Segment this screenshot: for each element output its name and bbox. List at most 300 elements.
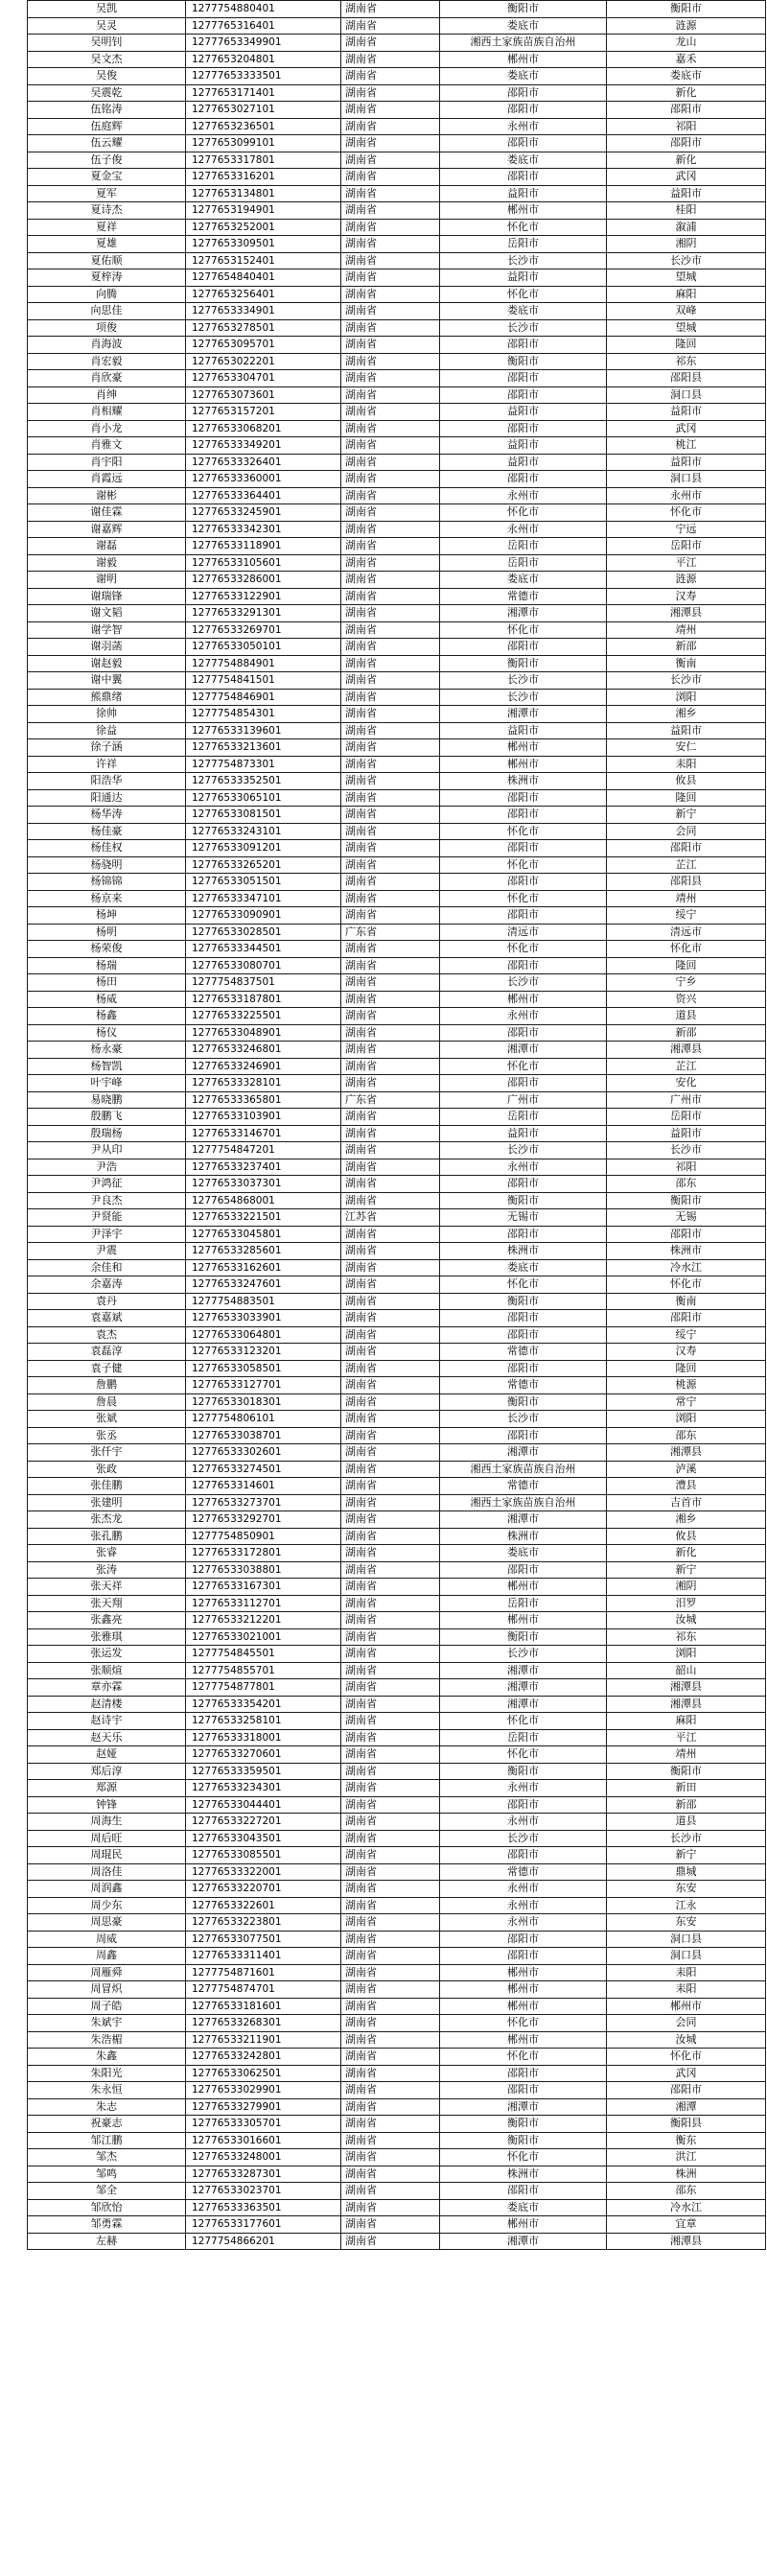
province-cell[interactable]: 湖南省 (341, 286, 440, 303)
city-cell[interactable]: 怀化市 (440, 1276, 607, 1294)
phone-cell[interactable]: 12776533247601 (186, 1276, 341, 1294)
city-cell[interactable]: 邵阳市 (440, 135, 607, 152)
city-cell[interactable]: 湘潭市 (440, 706, 607, 723)
province-cell[interactable]: 湖南省 (341, 68, 440, 85)
province-cell[interactable]: 湖南省 (341, 2132, 440, 2149)
county-cell[interactable]: 新宁 (607, 1561, 766, 1579)
city-cell[interactable]: 怀化市 (440, 219, 607, 236)
phone-cell[interactable]: 1277754855701 (186, 1662, 341, 1679)
county-cell[interactable]: 长沙市 (607, 252, 766, 269)
province-cell[interactable]: 湖南省 (341, 1662, 440, 1679)
name-cell[interactable]: 邹勇霖 (28, 2216, 186, 2234)
province-cell[interactable]: 湖南省 (341, 504, 440, 522)
city-cell[interactable]: 长沙市 (440, 1411, 607, 1428)
city-cell[interactable]: 怀化市 (440, 1746, 607, 1764)
city-cell[interactable]: 湘潭市 (440, 1444, 607, 1462)
province-cell[interactable]: 湖南省 (341, 1058, 440, 1075)
county-cell[interactable]: 无锡 (607, 1209, 766, 1227)
county-cell[interactable]: 耒阳 (607, 1964, 766, 1981)
province-cell[interactable]: 湖南省 (341, 689, 440, 706)
county-cell[interactable]: 武冈 (607, 2065, 766, 2082)
province-cell[interactable]: 湖南省 (341, 722, 440, 739)
county-cell[interactable]: 娄底市 (607, 68, 766, 85)
province-cell[interactable]: 湖南省 (341, 621, 440, 639)
phone-cell[interactable]: 12776533167301 (186, 1579, 341, 1596)
province-cell[interactable]: 湖南省 (341, 2149, 440, 2166)
phone-cell[interactable]: 12776533258101 (186, 1713, 341, 1730)
province-cell[interactable]: 湖南省 (341, 521, 440, 538)
province-cell[interactable]: 湖南省 (341, 1713, 440, 1730)
province-cell[interactable]: 湖南省 (341, 941, 440, 958)
county-cell[interactable]: 湘潭县 (607, 605, 766, 622)
phone-cell[interactable]: 12776533048901 (186, 1024, 341, 1042)
city-cell[interactable]: 邵阳市 (440, 1948, 607, 1965)
province-cell[interactable]: 湖南省 (341, 437, 440, 455)
province-cell[interactable]: 湖南省 (341, 739, 440, 757)
county-cell[interactable]: 衡阳市 (607, 1763, 766, 1780)
province-cell[interactable]: 湖南省 (341, 1075, 440, 1092)
name-cell[interactable]: 张顺煊 (28, 1662, 186, 1679)
county-cell[interactable]: 吉首市 (607, 1494, 766, 1511)
county-cell[interactable]: 邵阳市 (607, 1310, 766, 1327)
city-cell[interactable]: 邵阳市 (440, 1847, 607, 1864)
name-cell[interactable]: 向思佳 (28, 303, 186, 320)
province-cell[interactable]: 湖南省 (341, 252, 440, 269)
name-cell[interactable]: 尹震 (28, 1243, 186, 1260)
county-cell[interactable]: 绥宁 (607, 907, 766, 925)
city-cell[interactable]: 娄底市 (440, 152, 607, 169)
city-cell[interactable]: 湘潭市 (440, 1042, 607, 1059)
phone-cell[interactable]: 12776533172801 (186, 1545, 341, 1562)
phone-cell[interactable]: 12776533016601 (186, 2132, 341, 2149)
name-cell[interactable]: 阳浩华 (28, 773, 186, 790)
name-cell[interactable]: 朱鑫 (28, 2049, 186, 2066)
name-cell[interactable]: 余佳和 (28, 1259, 186, 1276)
city-cell[interactable]: 无锡市 (440, 1209, 607, 1227)
name-cell[interactable]: 周琨民 (28, 1847, 186, 1864)
name-cell[interactable]: 熊鼎绪 (28, 689, 186, 706)
county-cell[interactable]: 邵阳市 (607, 102, 766, 119)
name-cell[interactable]: 朱浩楣 (28, 2031, 186, 2049)
county-cell[interactable]: 汉寿 (607, 588, 766, 605)
phone-cell[interactable]: 12776533359501 (186, 1763, 341, 1780)
name-cell[interactable]: 谢彬 (28, 487, 186, 504)
county-cell[interactable]: 龙山 (607, 35, 766, 52)
phone-cell[interactable]: 12776533243101 (186, 823, 341, 840)
city-cell[interactable]: 株洲市 (440, 1528, 607, 1545)
province-cell[interactable]: 湖南省 (341, 1881, 440, 1898)
province-cell[interactable]: 湖南省 (341, 1125, 440, 1142)
city-cell[interactable]: 衡阳市 (440, 1293, 607, 1310)
county-cell[interactable]: 新化 (607, 84, 766, 102)
province-cell[interactable]: 湖南省 (341, 856, 440, 874)
phone-cell[interactable]: 12776533118901 (186, 538, 341, 555)
province-cell[interactable]: 湖南省 (341, 454, 440, 471)
province-cell[interactable]: 湖南省 (341, 907, 440, 925)
name-cell[interactable]: 夏佑顺 (28, 252, 186, 269)
county-cell[interactable]: 冷水江 (607, 1259, 766, 1276)
city-cell[interactable]: 衡阳市 (440, 1, 607, 18)
county-cell[interactable]: 长沙市 (607, 1830, 766, 1847)
province-cell[interactable]: 湖南省 (341, 135, 440, 152)
province-cell[interactable]: 湖南省 (341, 1293, 440, 1310)
city-cell[interactable]: 湘西土家族苗族自治州 (440, 1461, 607, 1478)
province-cell[interactable]: 湖南省 (341, 219, 440, 236)
county-cell[interactable]: 衡阳县 (607, 2116, 766, 2133)
phone-cell[interactable]: 1277653317801 (186, 152, 341, 169)
county-cell[interactable]: 郴州市 (607, 1998, 766, 2015)
city-cell[interactable]: 永州市 (440, 1897, 607, 1914)
phone-cell[interactable]: 12776533349201 (186, 437, 341, 455)
phone-cell[interactable]: 12776533287301 (186, 2166, 341, 2183)
province-cell[interactable]: 湖南省 (341, 471, 440, 488)
name-cell[interactable]: 邹鸣 (28, 2166, 186, 2183)
county-cell[interactable]: 洞口县 (607, 471, 766, 488)
name-cell[interactable]: 周后旺 (28, 1830, 186, 1847)
province-cell[interactable]: 湖南省 (341, 84, 440, 102)
name-cell[interactable]: 杨智凯 (28, 1058, 186, 1075)
province-cell[interactable]: 湖南省 (341, 773, 440, 790)
province-cell[interactable]: 湖南省 (341, 1109, 440, 1126)
phone-cell[interactable]: 1277754845501 (186, 1646, 341, 1663)
county-cell[interactable]: 冷水江 (607, 2199, 766, 2216)
city-cell[interactable]: 怀化市 (440, 504, 607, 522)
county-cell[interactable]: 岳阳市 (607, 538, 766, 555)
phone-cell[interactable]: 12776533146701 (186, 1125, 341, 1142)
province-cell[interactable]: 湖南省 (341, 1579, 440, 1596)
phone-cell[interactable]: 12776533246801 (186, 1042, 341, 1059)
city-cell[interactable]: 株洲市 (440, 773, 607, 790)
province-cell[interactable]: 湖南省 (341, 1545, 440, 1562)
name-cell[interactable]: 张政 (28, 1461, 186, 1478)
phone-cell[interactable]: 12776533091201 (186, 840, 341, 857)
province-cell[interactable]: 广东省 (341, 924, 440, 941)
county-cell[interactable]: 涟源 (607, 17, 766, 35)
county-cell[interactable]: 益阳市 (607, 1125, 766, 1142)
city-cell[interactable]: 邵阳市 (440, 1024, 607, 1042)
phone-cell[interactable]: 12776533268301 (186, 2015, 341, 2032)
phone-cell[interactable]: 12777653333501 (186, 68, 341, 85)
county-cell[interactable]: 双峰 (607, 303, 766, 320)
province-cell[interactable]: 湖南省 (341, 2216, 440, 2234)
name-cell[interactable]: 周威 (28, 1931, 186, 1948)
province-cell[interactable]: 湖南省 (341, 370, 440, 387)
phone-cell[interactable]: 12776533344501 (186, 941, 341, 958)
city-cell[interactable]: 永州市 (440, 521, 607, 538)
province-cell[interactable]: 湖南省 (341, 1628, 440, 1646)
name-cell[interactable]: 夏军 (28, 185, 186, 202)
province-cell[interactable]: 湖南省 (341, 169, 440, 186)
county-cell[interactable]: 岳阳市 (607, 1109, 766, 1126)
phone-cell[interactable]: 12776533177601 (186, 2216, 341, 2234)
city-cell[interactable]: 娄底市 (440, 68, 607, 85)
city-cell[interactable]: 怀化市 (440, 286, 607, 303)
phone-cell[interactable]: 12776533080701 (186, 957, 341, 974)
city-cell[interactable]: 邵阳市 (440, 1176, 607, 1193)
province-cell[interactable]: 湖南省 (341, 1326, 440, 1344)
city-cell[interactable]: 邵阳市 (440, 370, 607, 387)
county-cell[interactable]: 新化 (607, 1545, 766, 1562)
province-cell[interactable]: 湖南省 (341, 102, 440, 119)
name-cell[interactable]: 谢毅 (28, 554, 186, 572)
province-cell[interactable]: 湖南省 (341, 974, 440, 992)
county-cell[interactable]: 望城 (607, 319, 766, 337)
phone-cell[interactable]: 12776533305701 (186, 2116, 341, 2133)
name-cell[interactable]: 肖绅 (28, 386, 186, 404)
county-cell[interactable]: 新宁 (607, 1847, 766, 1864)
name-cell[interactable]: 伍庭辉 (28, 118, 186, 135)
name-cell[interactable]: 项俊 (28, 319, 186, 337)
county-cell[interactable]: 新邵 (607, 1796, 766, 1814)
phone-cell[interactable]: 12776533302601 (186, 1444, 341, 1462)
county-cell[interactable]: 资兴 (607, 991, 766, 1008)
county-cell[interactable]: 邵阳市 (607, 840, 766, 857)
city-cell[interactable]: 郴州市 (440, 2216, 607, 2234)
phone-cell[interactable]: 1277754877801 (186, 1679, 341, 1697)
name-cell[interactable]: 殷瑞杨 (28, 1125, 186, 1142)
city-cell[interactable]: 株洲市 (440, 2166, 607, 2183)
phone-cell[interactable]: 1277653099101 (186, 135, 341, 152)
city-cell[interactable]: 岳阳市 (440, 538, 607, 555)
county-cell[interactable]: 平江 (607, 554, 766, 572)
county-cell[interactable]: 宜章 (607, 2216, 766, 2234)
county-cell[interactable]: 韶山 (607, 1662, 766, 1679)
city-cell[interactable]: 益阳市 (440, 404, 607, 421)
province-cell[interactable]: 湖南省 (341, 2015, 440, 2032)
city-cell[interactable]: 郴州市 (440, 756, 607, 773)
phone-cell[interactable]: 1277754874701 (186, 1981, 341, 1999)
province-cell[interactable]: 湖南省 (341, 1561, 440, 1579)
city-cell[interactable]: 娄底市 (440, 1545, 607, 1562)
county-cell[interactable]: 新田 (607, 1780, 766, 1797)
phone-cell[interactable]: 1277653152401 (186, 252, 341, 269)
province-cell[interactable]: 湖南省 (341, 118, 440, 135)
province-cell[interactable]: 湖南省 (341, 874, 440, 891)
city-cell[interactable]: 邵阳市 (440, 84, 607, 102)
county-cell[interactable]: 株洲市 (607, 1243, 766, 1260)
phone-cell[interactable]: 12776533045801 (186, 1226, 341, 1243)
county-cell[interactable]: 汨罗 (607, 1595, 766, 1612)
phone-cell[interactable]: 12776533285601 (186, 1243, 341, 1260)
county-cell[interactable]: 桂阳 (607, 202, 766, 220)
phone-cell[interactable]: 12776533021001 (186, 1628, 341, 1646)
city-cell[interactable]: 邵阳市 (440, 789, 607, 807)
city-cell[interactable]: 永州市 (440, 1814, 607, 1831)
name-cell[interactable]: 杨坤 (28, 907, 186, 925)
name-cell[interactable]: 张丞 (28, 1427, 186, 1444)
province-cell[interactable]: 湖南省 (341, 152, 440, 169)
phone-cell[interactable]: 1277754846901 (186, 689, 341, 706)
phone-cell[interactable]: 1277653252001 (186, 219, 341, 236)
city-cell[interactable]: 邵阳市 (440, 386, 607, 404)
province-cell[interactable]: 湖南省 (341, 1461, 440, 1478)
province-cell[interactable]: 湖南省 (341, 1847, 440, 1864)
phone-cell[interactable]: 1277654868001 (186, 1192, 341, 1209)
phone-cell[interactable]: 1277653314601 (186, 1478, 341, 1495)
phone-cell[interactable]: 12776533037301 (186, 1176, 341, 1193)
phone-cell[interactable]: 12776533212201 (186, 1612, 341, 1629)
province-cell[interactable]: 湖南省 (341, 1176, 440, 1193)
province-cell[interactable]: 湖南省 (341, 2049, 440, 2066)
city-cell[interactable]: 湘潭市 (440, 1679, 607, 1697)
city-cell[interactable]: 怀化市 (440, 2049, 607, 2066)
name-cell[interactable]: 肖宏毅 (28, 353, 186, 370)
county-cell[interactable]: 祁阳 (607, 1159, 766, 1176)
city-cell[interactable]: 永州市 (440, 1881, 607, 1898)
city-cell[interactable]: 邵阳市 (440, 471, 607, 488)
province-cell[interactable]: 湖南省 (341, 756, 440, 773)
province-cell[interactable]: 湖南省 (341, 1696, 440, 1713)
name-cell[interactable]: 杨瑞 (28, 957, 186, 974)
name-cell[interactable]: 章亦霖 (28, 1679, 186, 1697)
phone-cell[interactable]: 1277754806101 (186, 1411, 341, 1428)
city-cell[interactable]: 邵阳市 (440, 1427, 607, 1444)
province-cell[interactable]: 江苏省 (341, 1209, 440, 1227)
province-cell[interactable]: 湖南省 (341, 1344, 440, 1361)
city-cell[interactable]: 邵阳市 (440, 420, 607, 437)
city-cell[interactable]: 郴州市 (440, 202, 607, 220)
city-cell[interactable]: 长沙市 (440, 319, 607, 337)
county-cell[interactable]: 靖州 (607, 1746, 766, 1764)
phone-cell[interactable]: 12776533352501 (186, 773, 341, 790)
name-cell[interactable]: 吴俊 (28, 68, 186, 85)
phone-cell[interactable]: 12776533058501 (186, 1360, 341, 1377)
phone-cell[interactable]: 12776533279901 (186, 2098, 341, 2116)
name-cell[interactable]: 赵天乐 (28, 1729, 186, 1746)
city-cell[interactable]: 岳阳市 (440, 236, 607, 253)
name-cell[interactable]: 伍云耀 (28, 135, 186, 152)
county-cell[interactable]: 益阳市 (607, 404, 766, 421)
name-cell[interactable]: 詹鹏 (28, 1377, 186, 1394)
county-cell[interactable]: 望城 (607, 269, 766, 287)
province-cell[interactable]: 湖南省 (341, 1897, 440, 1914)
province-cell[interactable]: 湖南省 (341, 202, 440, 220)
phone-cell[interactable]: 1277653316201 (186, 169, 341, 186)
name-cell[interactable]: 张仟宇 (28, 1444, 186, 1462)
phone-cell[interactable]: 12776533213601 (186, 739, 341, 757)
phone-cell[interactable]: 1277653278501 (186, 319, 341, 337)
city-cell[interactable]: 衡阳市 (440, 1628, 607, 1646)
phone-cell[interactable]: 12776533043501 (186, 1830, 341, 1847)
province-cell[interactable]: 湖南省 (341, 823, 440, 840)
county-cell[interactable]: 宁远 (607, 521, 766, 538)
county-cell[interactable]: 邵东 (607, 1176, 766, 1193)
name-cell[interactable]: 杨佳豪 (28, 823, 186, 840)
province-cell[interactable]: 湖南省 (341, 1729, 440, 1746)
phone-cell[interactable]: 12776533065101 (186, 789, 341, 807)
name-cell[interactable]: 徐子涵 (28, 739, 186, 757)
name-cell[interactable]: 张鑫亮 (28, 1612, 186, 1629)
province-cell[interactable]: 湖南省 (341, 1814, 440, 1831)
phone-cell[interactable]: 12776533365801 (186, 1091, 341, 1109)
city-cell[interactable]: 娄底市 (440, 2199, 607, 2216)
phone-cell[interactable]: 12776533018301 (186, 1393, 341, 1411)
county-cell[interactable]: 新化 (607, 152, 766, 169)
phone-cell[interactable]: 12776533090901 (186, 907, 341, 925)
county-cell[interactable]: 汝城 (607, 1612, 766, 1629)
phone-cell[interactable]: 12776533269701 (186, 621, 341, 639)
county-cell[interactable]: 隆回 (607, 789, 766, 807)
province-cell[interactable]: 湖南省 (341, 35, 440, 52)
name-cell[interactable]: 尹贤能 (28, 1209, 186, 1227)
phone-cell[interactable]: 12776533292701 (186, 1511, 341, 1529)
city-cell[interactable]: 岳阳市 (440, 1109, 607, 1126)
name-cell[interactable]: 袁丹 (28, 1293, 186, 1310)
province-cell[interactable]: 湖南省 (341, 554, 440, 572)
name-cell[interactable]: 周海生 (28, 1814, 186, 1831)
province-cell[interactable]: 湖南省 (341, 655, 440, 672)
province-cell[interactable]: 湖南省 (341, 1595, 440, 1612)
name-cell[interactable]: 谢赵毅 (28, 655, 186, 672)
name-cell[interactable]: 徐帅 (28, 706, 186, 723)
city-cell[interactable]: 怀化市 (440, 941, 607, 958)
city-cell[interactable]: 郴州市 (440, 2031, 607, 2049)
province-cell[interactable]: 湖南省 (341, 706, 440, 723)
name-cell[interactable]: 徐益 (28, 722, 186, 739)
phone-cell[interactable]: 12776533162601 (186, 1259, 341, 1276)
city-cell[interactable]: 郴州市 (440, 1981, 607, 1999)
name-cell[interactable]: 邹全 (28, 2183, 186, 2200)
name-cell[interactable]: 杨鑫 (28, 1008, 186, 1025)
name-cell[interactable]: 尹良杰 (28, 1192, 186, 1209)
province-cell[interactable]: 湖南省 (341, 51, 440, 68)
province-cell[interactable]: 湖南省 (341, 337, 440, 354)
city-cell[interactable]: 怀化市 (440, 621, 607, 639)
name-cell[interactable]: 尹泽宇 (28, 1226, 186, 1243)
phone-cell[interactable]: 12776533103901 (186, 1109, 341, 1126)
city-cell[interactable]: 邵阳市 (440, 1561, 607, 1579)
city-cell[interactable]: 益阳市 (440, 437, 607, 455)
city-cell[interactable]: 邵阳市 (440, 1226, 607, 1243)
county-cell[interactable]: 益阳市 (607, 185, 766, 202)
county-cell[interactable]: 汝城 (607, 2031, 766, 2049)
name-cell[interactable]: 钟锋 (28, 1796, 186, 1814)
city-cell[interactable]: 永州市 (440, 487, 607, 504)
name-cell[interactable]: 杨京来 (28, 890, 186, 907)
name-cell[interactable]: 夏诗杰 (28, 202, 186, 220)
province-cell[interactable]: 湖南省 (341, 1478, 440, 1495)
city-cell[interactable]: 邵阳市 (440, 2183, 607, 2200)
phone-cell[interactable]: 12776533246901 (186, 1058, 341, 1075)
city-cell[interactable]: 邵阳市 (440, 2082, 607, 2099)
province-cell[interactable]: 湖南省 (341, 1863, 440, 1881)
province-cell[interactable]: 湖南省 (341, 386, 440, 404)
name-cell[interactable]: 周少东 (28, 1897, 186, 1914)
city-cell[interactable]: 衡阳市 (440, 2132, 607, 2149)
name-cell[interactable]: 张天祥 (28, 1579, 186, 1596)
name-cell[interactable]: 杨永豪 (28, 1042, 186, 1059)
city-cell[interactable]: 娄底市 (440, 1259, 607, 1276)
county-cell[interactable]: 攸县 (607, 1528, 766, 1545)
name-cell[interactable]: 张睿 (28, 1545, 186, 1562)
name-cell[interactable]: 张运发 (28, 1646, 186, 1663)
phone-cell[interactable]: 12776533242801 (186, 2049, 341, 2066)
city-cell[interactable]: 永州市 (440, 1008, 607, 1025)
phone-cell[interactable]: 1277754841501 (186, 672, 341, 690)
county-cell[interactable]: 新邵 (607, 639, 766, 656)
name-cell[interactable]: 杨荣俊 (28, 941, 186, 958)
phone-cell[interactable]: 1277754850901 (186, 1528, 341, 1545)
city-cell[interactable]: 湘西土家族苗族自治州 (440, 35, 607, 52)
phone-cell[interactable]: 12776533245901 (186, 504, 341, 522)
name-cell[interactable]: 祝豪志 (28, 2116, 186, 2133)
county-cell[interactable]: 道县 (607, 1008, 766, 1025)
name-cell[interactable]: 袁嘉斌 (28, 1310, 186, 1327)
name-cell[interactable]: 张涛 (28, 1561, 186, 1579)
phone-cell[interactable]: 12776533023701 (186, 2183, 341, 2200)
name-cell[interactable]: 肖霞远 (28, 471, 186, 488)
province-cell[interactable]: 湖南省 (341, 1746, 440, 1764)
